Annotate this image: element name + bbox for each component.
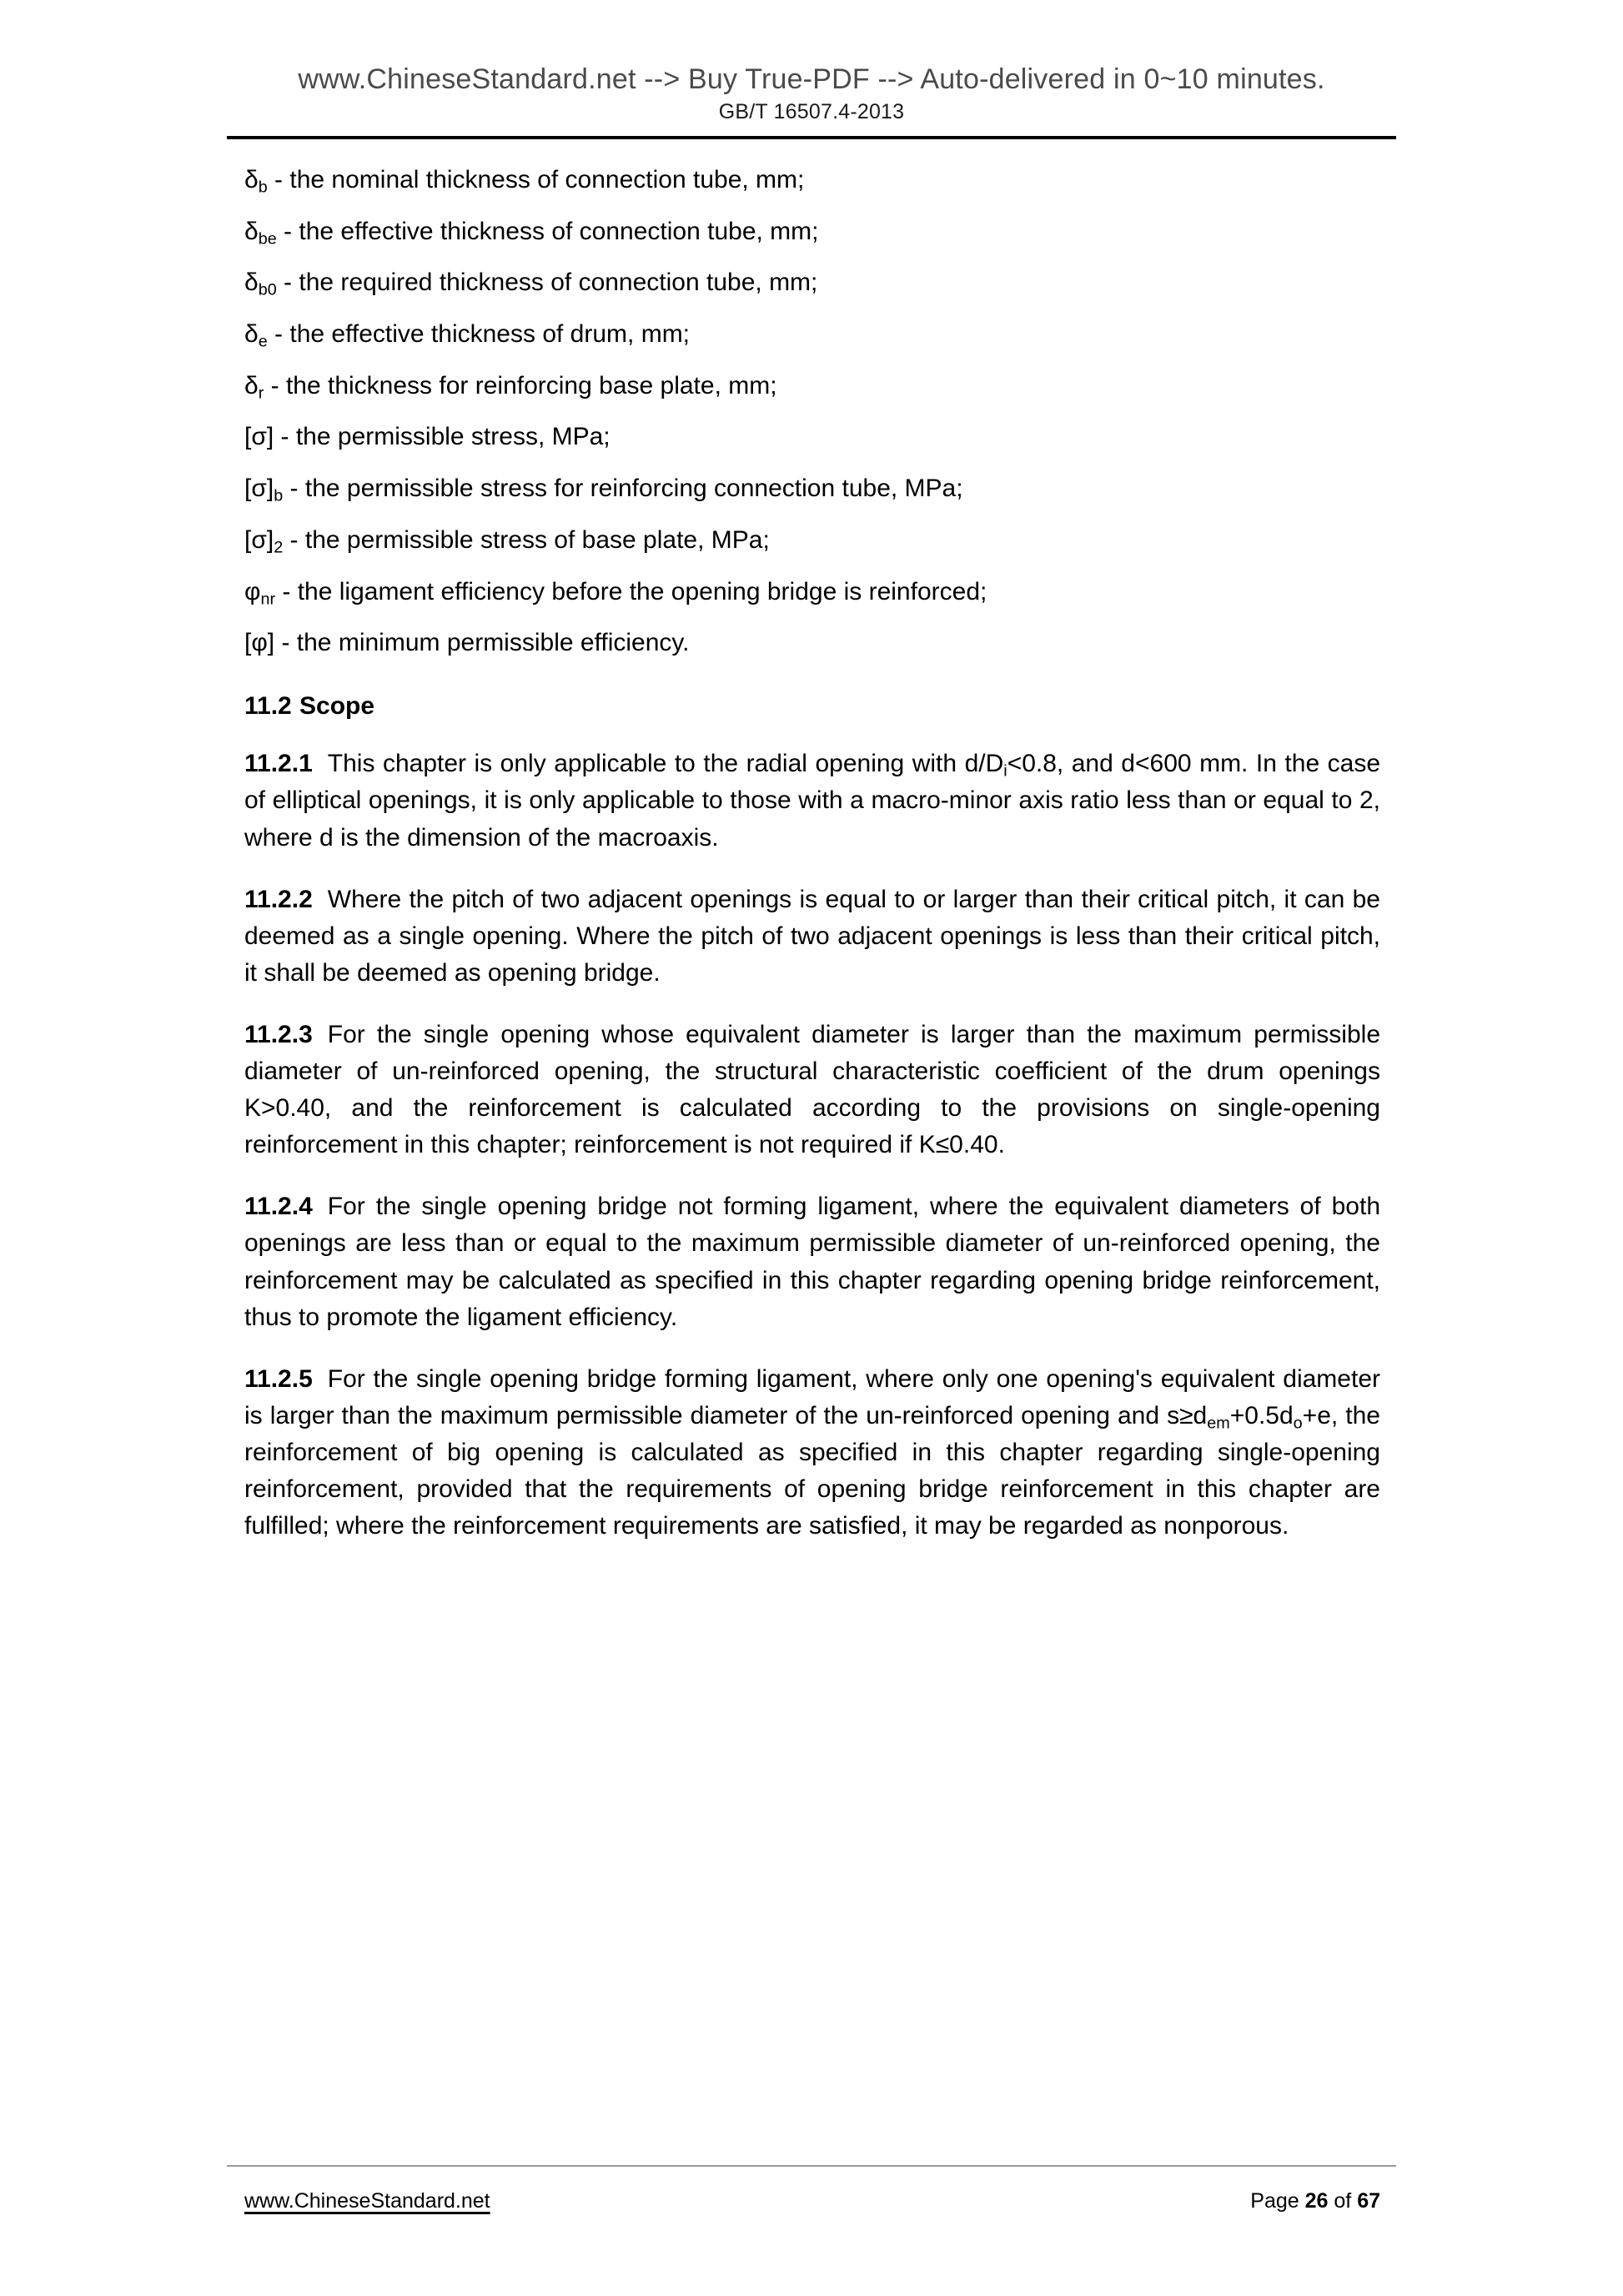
definition-symbol-subscript: be	[258, 229, 277, 249]
clause-paragraph	[244, 1188, 1380, 1335]
clause-paragraph	[244, 1361, 1380, 1545]
clause-text: This chapter is only applicable to the radial opening with d/D	[327, 750, 1004, 778]
definition-symbol-subscript: e	[258, 332, 268, 351]
symbol-definition-item	[244, 420, 1380, 454]
definition-text: - the nominal thickness of connection tube, mm;	[267, 166, 805, 193]
inline-subscript: i	[1003, 761, 1007, 781]
clause-list	[244, 746, 1380, 1545]
definition-symbol: [φ]	[244, 629, 275, 657]
definition-symbol: δ	[244, 320, 259, 349]
section-title: Scope	[299, 692, 375, 721]
definition-symbol-subscript: 2	[274, 538, 284, 557]
total-page-count: 67	[1357, 2189, 1380, 2213]
definition-symbol-subscript: r	[258, 384, 264, 403]
clause-text: +0.5d	[1229, 1401, 1294, 1429]
inline-subscript: em	[1207, 1414, 1230, 1433]
page-number-indicator	[1250, 2189, 1380, 2213]
definition-symbol: [σ]	[244, 475, 274, 503]
clause-number: 11.2.3	[244, 1020, 313, 1048]
symbol-definition-item	[244, 163, 1380, 197]
clause-number: 11.2.5	[244, 1364, 313, 1393]
current-page-number: 26	[1304, 2189, 1329, 2213]
clause-text: +e, the reinforcement of big opening is calculated as specified in this chapter regarding single-opening reinforcement, provided that the requirements of opening bridge reinforcement in this chapter are fulfilled; where the reinforcement requirements are satisfied, it may be regarded as nonporous.	[244, 1401, 1380, 1540]
symbol-definition-list	[244, 163, 1380, 660]
page-footer	[244, 2189, 1380, 2213]
promo-watermark-header: www.ChineseStandard.net --> Buy True-PDF --> Auto-delivered in 0~10 minutes.	[298, 63, 1325, 95]
definition-symbol: δ	[244, 371, 259, 399]
definition-symbol: φ	[244, 577, 261, 605]
definition-text: - the permissible stress for reinforcing connection tube, MPa;	[283, 475, 963, 503]
symbol-definition-item	[244, 575, 1380, 609]
header-divider-rule	[227, 136, 1396, 139]
definition-symbol-subscript: b0	[258, 280, 277, 299]
definition-symbol-subscript: b	[258, 178, 268, 197]
clause-text: For the single opening bridge forming ligament, where only one opening's equivalent diameter is larger than the maximum permissible diameter of the un-reinforced opening and s≥d	[244, 1364, 1380, 1429]
section-heading-scope	[244, 690, 1380, 722]
definition-text: - the effective thickness of connection tube, mm;	[276, 217, 819, 245]
definition-symbol-subscript: b	[274, 486, 284, 505]
definition-text: - the permissible stress of base plate, MPa;	[283, 525, 770, 554]
clause-number: 11.2.2	[244, 885, 313, 913]
definition-text: - the minimum permissible efficiency.	[274, 629, 690, 657]
symbol-definition-item	[244, 626, 1380, 660]
footer-website-link[interactable]: www.ChineseStandard.net	[244, 2189, 490, 2213]
section-number: 11.2	[244, 692, 292, 721]
definition-symbol-subscript: nr	[260, 590, 276, 609]
symbol-definition-item	[244, 266, 1380, 299]
clause-paragraph	[244, 882, 1380, 992]
symbol-definition-item	[244, 369, 1380, 403]
definition-symbol: [σ]	[244, 525, 274, 554]
definition-text: - the thickness for reinforcing base plate, mm;	[264, 371, 777, 399]
symbol-definition-item	[244, 524, 1380, 557]
definition-text: - the effective thickness of drum, mm;	[267, 320, 691, 349]
definition-symbol: δ	[244, 217, 259, 245]
symbol-definition-item	[244, 318, 1380, 351]
running-head-standard-number: GB/T 16507.4-2013	[718, 100, 905, 123]
definition-text: - the required thickness of connection tube, mm;	[276, 269, 818, 297]
clause-text: For the single opening bridge not forming ligament, where the equivalent diameters of both openings are less than or equal to the maximum permissible diameter of un-reinforced opening, the reinforcement may be calculated as specified in this chapter regarding opening bridge reinforcement, thus to promote the ligament efficiency.	[244, 1193, 1380, 1331]
definition-text: - the ligament efficiency before the opening bridge is reinforced;	[275, 577, 987, 605]
footer-divider-rule	[227, 2165, 1396, 2167]
definition-text: - the permissible stress, MPa;	[274, 423, 611, 451]
symbol-definition-item	[244, 472, 1380, 505]
clause-number: 11.2.1	[244, 750, 313, 778]
clause-text: <0.8, and d<600 mm. In the case of elliptical openings, it is only applicable to those with a macro-minor axis ratio less than or equal to 2, where d is the dimension of the macroaxis.	[244, 750, 1381, 852]
page-content	[244, 163, 1380, 1545]
of-label: of	[1334, 2189, 1352, 2213]
clause-text: For the single opening whose equivalent diameter is larger than the maximum permissible diameter of un-reinforced opening, the structural characteristic coefficient of the drum openings K>0.40, and the reinforcement is calculated according to the provisions on single-opening reinforcement in this chapter; reinforcement is not required if K≤0.40.	[244, 1020, 1380, 1159]
clause-number: 11.2.4	[244, 1193, 313, 1221]
definition-symbol: δ	[244, 166, 259, 193]
clause-paragraph	[244, 746, 1380, 856]
page-label: Page	[1250, 2189, 1299, 2213]
definition-symbol: δ	[244, 269, 259, 297]
symbol-definition-item	[244, 215, 1380, 249]
inline-subscript: o	[1293, 1414, 1303, 1433]
clause-paragraph	[244, 1017, 1380, 1163]
definition-symbol: [σ]	[244, 423, 274, 451]
clause-text: Where the pitch of two adjacent openings is equal to or larger than their critical pitch, it can be deemed as a single opening. Where the pitch of two adjacent openings is less than their critical pitch, it shall be deemed as opening bridge.	[244, 885, 1380, 987]
